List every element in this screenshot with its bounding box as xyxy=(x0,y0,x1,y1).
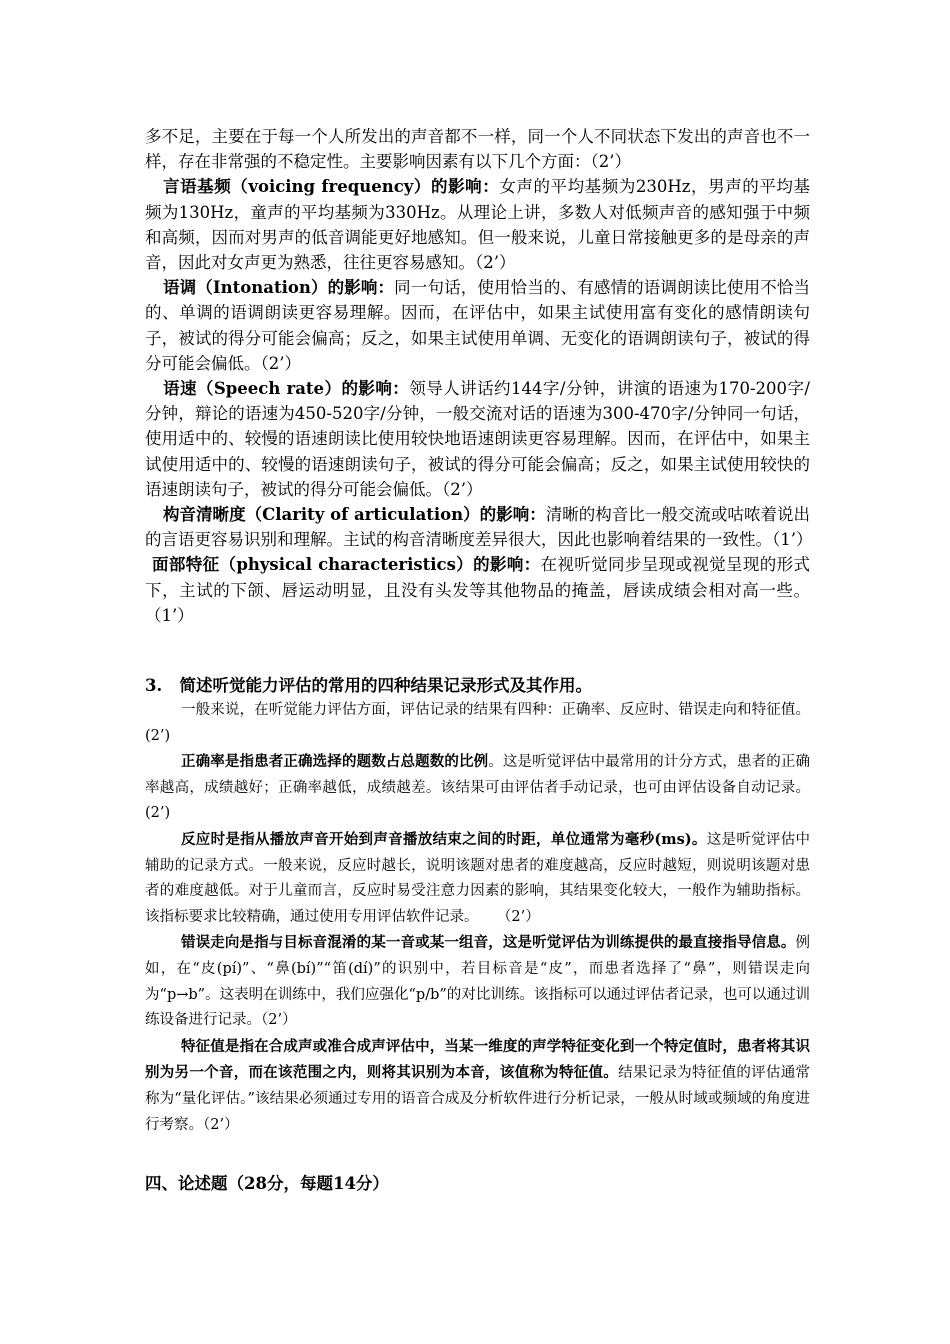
item-feature-value xyxy=(145,1034,810,1138)
item-intonation xyxy=(145,275,810,376)
item-heading: 错误走向是指与目标音混淆的某一音或某一组音，这是听觉评估为训练提供的最直接指导信息。 xyxy=(181,934,796,952)
item-speech-rate xyxy=(145,376,810,502)
item-heading: 正确率是指患者正确选择的题数占总题数的比例 xyxy=(181,753,489,771)
question-3-intro: 一般来说，在听觉能力评估方面，评估记录的结果有四种：正确率、反应时、错误走向和特征值。(2’) xyxy=(145,702,810,744)
item-text: 清晰的构音比一般交流或咕哝着说出的言语更容易识别和理解。主试的构音清晰度差异很大，因此也影响着结果的一致性。（1’） xyxy=(145,505,813,550)
section-a xyxy=(145,124,813,628)
item-text: 。这是听觉评估中最常用的计分方式，患者的正确率越高，成绩越好；正确率越低，成绩越差。该结果可由评估者手动记录，也可由评估设备自动记录。(2’) xyxy=(145,754,810,822)
item-text: 在视听觉同步呈现或视觉呈现的形式下，主试的下颌、唇运动明显，且没有头发等其他物品的掩盖，唇读成绩会相对高一些。（1’） xyxy=(145,555,810,625)
item-heading: 语调（Intonation）的影响： xyxy=(163,278,395,298)
section-a-intro: 多不足，主要在于每一个人所发出的声音都不一样，同一个人不同状态下发出的声音也不一样，存在非常强的不稳定性。主要影响因素有以下几个方面：（2’） xyxy=(145,127,810,172)
item-voicing-frequency xyxy=(145,174,810,275)
item-physical xyxy=(145,552,810,628)
item-text: 女声的平均基频为230Hz，男声的平均基频为130Hz，童声的平均基频为330Hz。从理论上讲，多数人对低频声音的感知强于中频和高频，因而对男声的低音调能更好地感知。但一般来说，儿童日常接触更多的是母亲的声音，因此对女声更为熟悉，往往更容易感知。（2’） xyxy=(145,177,811,273)
item-error-direction xyxy=(145,930,810,1033)
question-3-title: 3. 简述听觉能力评估的常用的四种结果记录形式及其作用。 xyxy=(145,676,592,695)
item-text: 例如，在“皮(pí)”、“鼻(bí)”“笛(dí)”的识别中，若目标音是“皮”，而患者选择了“鼻”，则错误走向为“p→b”。这表明在训练中，我们应强化“p/b”的对比训练。该指标可以通过评估者记录，也可以通过训练设备进行记录。（2’） xyxy=(145,935,810,1029)
item-heading: 构音清晰度（Clarity of articulation）的影响： xyxy=(163,505,546,525)
item-heading: 语速（Speech rate）的影响： xyxy=(163,379,410,399)
item-accuracy xyxy=(145,749,810,827)
item-text: 领导人讲话约144字/分钟，讲演的语速为170-200字/分钟，辩论的语速为450-520字/分钟，一般交流对话的语速为300-470字/分钟同一句话，使用适中的、较慢的语速朗读比使用较快地语速朗读更容易理解。因而，在评估中，如果主试使用适中的、较慢的语速朗读句子，被试的得分可能会偏高；反之，如果主试使用较快的语速朗读句子，被试的得分可能会偏低。（2’） xyxy=(145,379,810,499)
item-heading: 反应时是指从播放声音开始到声音播放结束之间的时距，单位通常为毫秒(ms)。 xyxy=(181,830,707,848)
item-reaction-time xyxy=(145,827,810,930)
section-4-title: 四、论述题（28分，每题14分） xyxy=(145,1174,389,1193)
item-heading: 特征值是指在合成声或准合成声评估中，当某一维度的声学特征变化到一个特定值时，患者将其识别为另一个音，而在该范围之内，则将其识别为本音，该值称为特征值。 xyxy=(145,1037,810,1082)
item-text: 这是听觉评估中辅助的记录方式。一般来说，反应时越长，说明该题对患者的难度越高，反应时越短，则说明该题对患者的难度越低。对于儿童而言，反应时易受注意力因素的影响，其结果变化较大，一般作为辅助指标。该指标要求比较精确，通过使用专用评估软件记录。 （2’） xyxy=(145,831,810,925)
item-clarity xyxy=(145,502,813,552)
question-3-body xyxy=(145,698,810,1138)
item-text: 结果记录为特征值的评估通常称为“量化评估。”该结果必须通过专用的语音合成及分析软件进行分析记录，一般从时域或频域的角度进行考察。（2’） xyxy=(145,1065,811,1133)
item-heading: 言语基频（voicing frequency）的影响： xyxy=(163,177,500,197)
item-text: 同一句话，使用恰当的、有感情的语调朗读比使用不恰当的、单调的语调朗读更容易理解。因而，在评估中，如果主试使用富有变化的感情朗读句子，被试的得分可能会偏高；反之，如果主试使用单调、无变化的语调朗读句子，被试的得分可能会偏低。（2’） xyxy=(145,278,811,373)
item-heading: 面部特征（physical characteristics）的影响： xyxy=(152,555,541,575)
